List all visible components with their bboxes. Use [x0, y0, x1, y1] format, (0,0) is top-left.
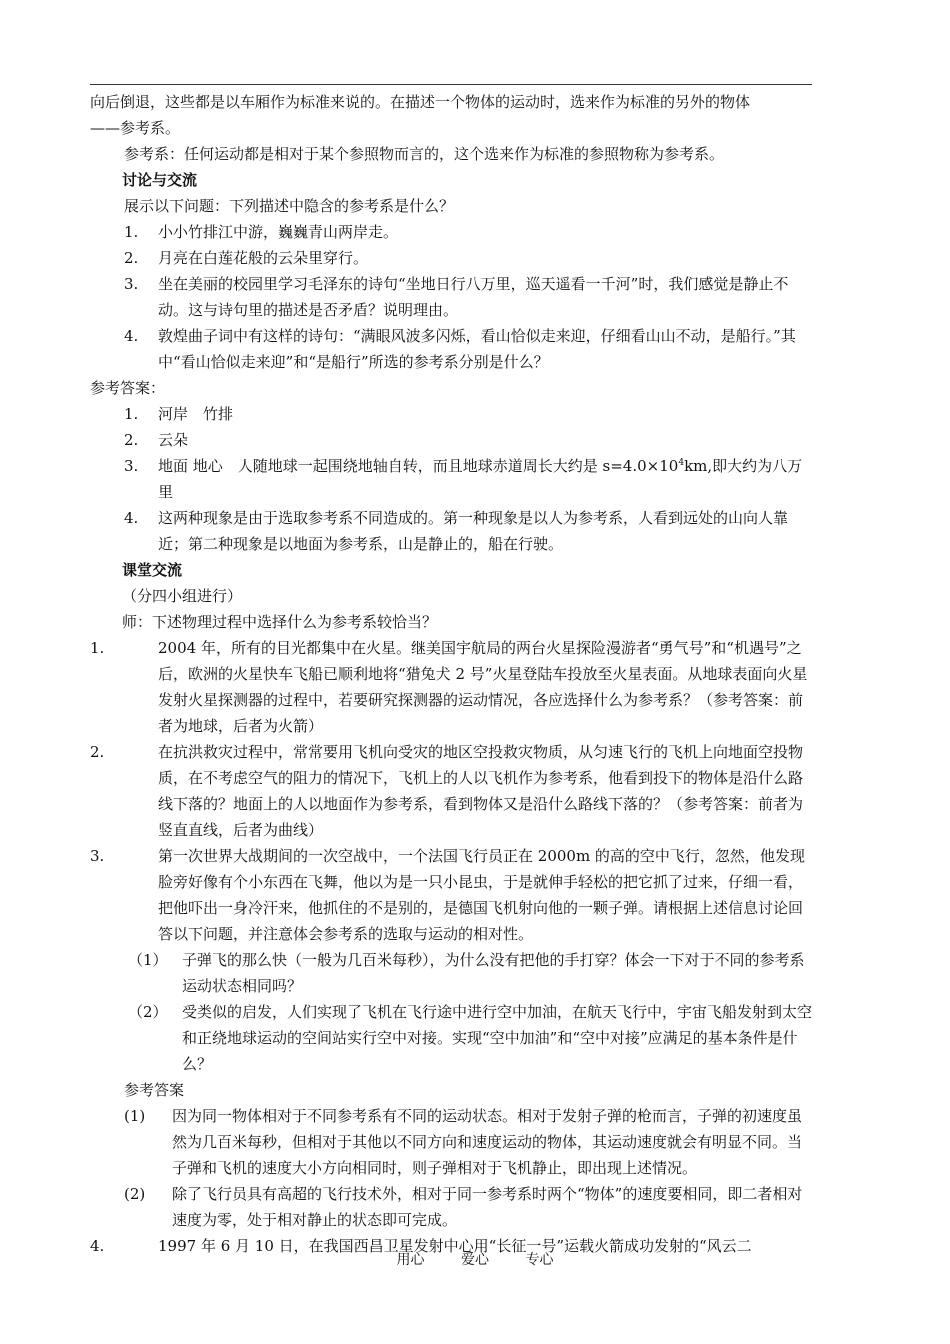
classroom-heading: 课堂交流 — [122, 561, 183, 579]
discussion-item: 1. 小小竹排江中游，巍巍青山两岸走。 — [124, 223, 399, 241]
intro-line-1: 向后倒退，这些都是以车厢作为标准来说的。在描述一个物体的运动时，选来作为标准的另外的物体 — [90, 93, 751, 111]
answer-item: 1. 河岸 竹排 — [124, 405, 234, 423]
answer-item: 2. 云朵 — [124, 431, 189, 449]
footer-word: 专心 — [525, 1252, 554, 1268]
answer-item: (2) 除了飞行员具有高超的飞行技术外，相对于同一参考系时两个“物体”的速度要相同，即二者相对速度为零，处于相对静止的状态即可完成。 — [124, 1185, 803, 1229]
answers-label: 参考答案： — [90, 379, 166, 397]
page-footer — [0, 1247, 950, 1273]
discussion-heading: 讨论与交流 — [122, 171, 198, 189]
intro-line-2: ——参考系。 — [90, 119, 181, 137]
discussion-item: 3. 坐在美丽的校园里学习毛泽东的诗句“坐地日行八万里，巡天遥看一千河”时，我们感觉是静止不动。这与诗句里的描述是否矛盾？说明理由。 — [124, 275, 789, 319]
teacher-question: 师：下述物理过程中选择什么为参考系较恰当？ — [122, 613, 438, 631]
discussion-prompt: 展示以下问题：下列描述中隐含的参考系是什么？ — [124, 197, 455, 215]
answers-label-2: 参考答案 — [124, 1081, 185, 1099]
header-rule — [90, 84, 812, 85]
classroom-subitem: （2） 受类似的启发，人们实现了飞机在飞行途中进行空中加油，在航天飞行中，宇宙飞船发射到太空和正绕地球运动的空间站实行空中对接。实现“空中加油”和“空中对接”应满足的基本条件是什么？ — [128, 1003, 813, 1073]
footer-word: 用心 — [396, 1252, 425, 1268]
discussion-item: 4. 敦煌曲子词中有这样的诗句：“满眼风波多闪烁，看山恰似走来迎，仔细看山山不动，是船行。”其中“看山恰似走来迎”和“是船行”所选的参考系分别是什么？ — [124, 327, 796, 371]
discussion-item: 2. 月亮在白莲花般的云朵里穿行。 — [124, 249, 369, 267]
reference-frame-definition: 参考系：任何运动都是相对于某个参照物而言的，这个选来作为标准的参照物称为参考系。 — [124, 145, 725, 163]
footer-word: 爱心 — [461, 1252, 489, 1268]
answer-item: 3. 地面 地心 人随地球一起围绕地轴自转，而且地球赤道周长大约是 $s=4.0\times 10^4km$,即大约为八万里 — [124, 457, 803, 501]
page-content — [90, 89, 812, 1259]
classroom-item: 4. 1997 年 6 月 10 日，在我国西昌卫星发射中心用“长征一号”运载火箭成功发射的“风云二 — [90, 1237, 752, 1255]
classroom-note: （分四小组进行） — [122, 587, 243, 605]
classroom-subitem: （1） 子弹飞的那么快（一般为几百米每秒），为什么没有把他的手打穿？体会一下对于不同的参考系运动状态相同吗？ — [128, 951, 805, 995]
answer-item: (1) 因为同一物体相对于不同参考系有不同的运动状态。相对于发射子弹的枪而言，子弹的初速度虽然为几百米每秒，但相对于其他以不同方向和速度运动的物体，其运动速度就会有明显不同。当子弹和飞机的速度大小方向相同时，则子弹相对于飞机静止，即出现上述情况。 — [124, 1107, 803, 1177]
classroom-item: 1. 2004 年，所有的目光都集中在火星。继美国宇航局的两台火星探险漫游者“勇气号”和“机遇号”之后，欧洲的火星快车飞船已顺利地将“猎兔犬 2 号”火星登陆车投放至火星表面。从地球表面向火星发射火星探测器的过程中，若要研究探测器的运动情况，各应选择什么为参考系？（参考答案：前者为地球，后者为火箭） — [90, 639, 808, 735]
classroom-item: 2. 在抗洪救灾过程中，常常要用飞机向受灾的地区空投救灾物质，从匀速飞行的飞机上向地面空投物质，在不考虑空气的阻力的情况下，飞机上的人以飞机作为参考系，他看到投下的物体是沿什么路线下落的？地面上的人以地面作为参考系，看到物体又是沿什么路线下落的？（参考答案：前者为竖直直线，后者为曲线） — [90, 743, 804, 839]
answer-item: 4. 这两种现象是由于选取参考系不同造成的。第一种现象是以人为参考系，人看到远处的山向人靠近；第二种现象是以地面为参考系，山是静止的，船在行驶。 — [124, 509, 789, 553]
classroom-item: 3. 第一次世界大战期间的一次空战中，一个法国飞行员正在 2000m 的高的空中飞行，忽然，他发现脸旁好像有个小东西在飞舞，他以为是一只小昆虫，于是就伸手轻松的把它抓了过来，仔细一看，把他吓出一身冷汗来，他抓住的不是别的，是德国飞机射向他的一颗子弹。请根据上述信息讨论回答以下问题，并注意体会参考系的选取与运动的相对性。 — [90, 847, 805, 943]
